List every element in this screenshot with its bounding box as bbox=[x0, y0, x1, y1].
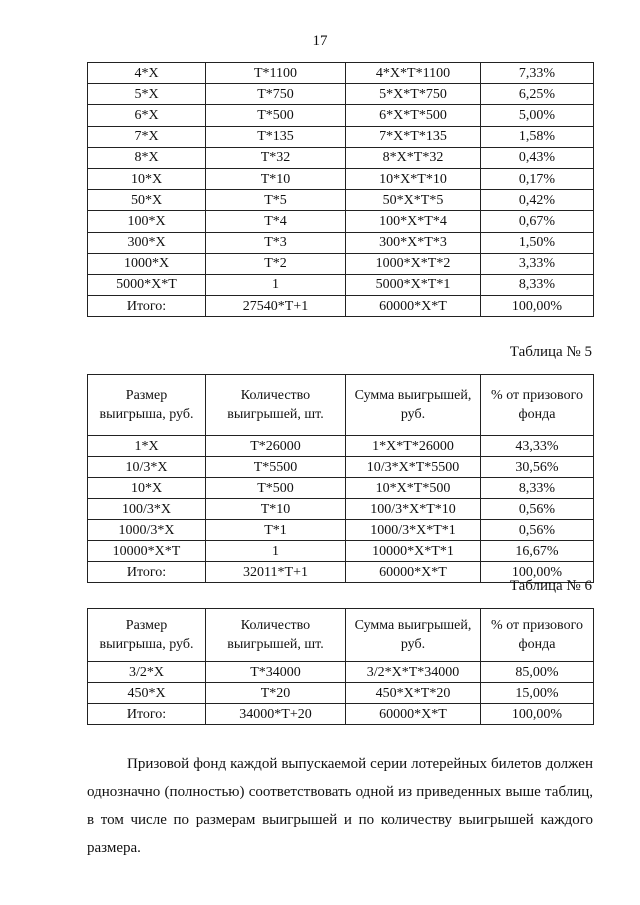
table-header-row bbox=[88, 609, 594, 662]
table-cell: T*10 bbox=[206, 499, 346, 520]
table-cell: 7,33% bbox=[481, 63, 594, 84]
header-cell: Количество выигрышей, шт. bbox=[206, 609, 346, 662]
table-cell: 50*X bbox=[88, 190, 206, 211]
table-6-caption: Таблица № 6 bbox=[509, 578, 592, 594]
header-cell: % от призового фонда bbox=[481, 375, 594, 436]
table-row bbox=[88, 63, 594, 84]
prize-table-6 bbox=[87, 608, 594, 725]
table-cell: 30,56% bbox=[481, 457, 594, 478]
table-cell: T*32 bbox=[206, 147, 346, 168]
table-cell: T*3 bbox=[206, 232, 346, 253]
table-row bbox=[88, 168, 594, 189]
table-cell: T*1100 bbox=[206, 63, 346, 84]
table-cell: T*34000 bbox=[206, 662, 346, 683]
header-cell: Сумма выигрышей, руб. bbox=[346, 375, 481, 436]
table-cell: T*750 bbox=[206, 84, 346, 105]
table-cell: 100*X bbox=[88, 211, 206, 232]
prize-fund-paragraph bbox=[87, 750, 593, 862]
table-cell: 1 bbox=[206, 274, 346, 295]
table-cell: 27540*T+1 bbox=[206, 296, 346, 317]
table-cell: 6,25% bbox=[481, 84, 594, 105]
table-cell: 10*X bbox=[88, 478, 206, 499]
table-cell: 100*X*T*4 bbox=[346, 211, 481, 232]
table-cell: 1000/3*X bbox=[88, 520, 206, 541]
header-cell: Размер выигрыша, руб. bbox=[88, 375, 206, 436]
table-cell: 10000*X*T bbox=[88, 541, 206, 562]
table-row bbox=[88, 662, 594, 683]
header-cell: Количество выигрышей, шт. bbox=[206, 375, 346, 436]
table-cell: 450*X bbox=[88, 683, 206, 704]
table-cell: 7*X bbox=[88, 126, 206, 147]
table-cell: 50*X*T*5 bbox=[346, 190, 481, 211]
table-cell: 7*X*T*135 bbox=[346, 126, 481, 147]
table-cell: 1*X*T*26000 bbox=[346, 436, 481, 457]
table-cell: 300*X*T*3 bbox=[346, 232, 481, 253]
table-row bbox=[88, 253, 594, 274]
table-cell: 1,50% bbox=[481, 232, 594, 253]
prize-table-5 bbox=[87, 374, 594, 583]
table-cell: 100/3*X*T*10 bbox=[346, 499, 481, 520]
table-cell: 60000*X*T bbox=[346, 704, 481, 725]
table-cell: Итого: bbox=[88, 562, 206, 583]
table-cell: T*20 bbox=[206, 683, 346, 704]
table-row bbox=[88, 296, 594, 317]
table-row bbox=[88, 126, 594, 147]
table-row bbox=[88, 84, 594, 105]
page-number: 17 bbox=[312, 33, 328, 49]
header-cell: Сумма выигрышей, руб. bbox=[346, 609, 481, 662]
table-cell: 10*X bbox=[88, 168, 206, 189]
table-cell: T*500 bbox=[206, 105, 346, 126]
table-cell: 8,33% bbox=[481, 274, 594, 295]
table-row bbox=[88, 457, 594, 478]
table-cell: 6*X bbox=[88, 105, 206, 126]
table-cell: 0,17% bbox=[481, 168, 594, 189]
table-cell: 3/2*X*T*34000 bbox=[346, 662, 481, 683]
table-row bbox=[88, 211, 594, 232]
table-cell: 15,00% bbox=[481, 683, 594, 704]
table-cell: 8*X*T*32 bbox=[346, 147, 481, 168]
table-cell: 5*X*T*750 bbox=[346, 84, 481, 105]
table-cell: 0,56% bbox=[481, 499, 594, 520]
table-cell: T*2 bbox=[206, 253, 346, 274]
table-cell: 0,43% bbox=[481, 147, 594, 168]
table-cell: T*5 bbox=[206, 190, 346, 211]
table-cell: T*1 bbox=[206, 520, 346, 541]
table-row bbox=[88, 105, 594, 126]
table-cell: T*5500 bbox=[206, 457, 346, 478]
table-cell: 1*X bbox=[88, 436, 206, 457]
header-cell: % от призового фонда bbox=[481, 609, 594, 662]
table-cell: 10/3*X bbox=[88, 457, 206, 478]
table-cell: 4*X*T*1100 bbox=[346, 63, 481, 84]
table-cell: 1,58% bbox=[481, 126, 594, 147]
table-cell: Итого: bbox=[88, 296, 206, 317]
table-cell: 8*X bbox=[88, 147, 206, 168]
table-cell: 10000*X*T*1 bbox=[346, 541, 481, 562]
table-cell: 300*X bbox=[88, 232, 206, 253]
table-cell: 5*X bbox=[88, 84, 206, 105]
table-cell: 34000*T+20 bbox=[206, 704, 346, 725]
table-cell: 10*X*T*10 bbox=[346, 168, 481, 189]
table-cell: 1000/3*X*T*1 bbox=[346, 520, 481, 541]
table-cell: 4*X bbox=[88, 63, 206, 84]
table-cell: Итого: bbox=[88, 704, 206, 725]
table-cell: 5,00% bbox=[481, 105, 594, 126]
table-row bbox=[88, 541, 594, 562]
table-cell: 0,56% bbox=[481, 520, 594, 541]
table-cell: 43,33% bbox=[481, 436, 594, 457]
table-row bbox=[88, 436, 594, 457]
table-cell: 1000*X bbox=[88, 253, 206, 274]
table-cell: 16,67% bbox=[481, 541, 594, 562]
header-cell: Размер выигрыша, руб. bbox=[88, 609, 206, 662]
table-5-caption: Таблица № 5 bbox=[509, 344, 592, 360]
table-cell: 450*X*T*20 bbox=[346, 683, 481, 704]
table-row bbox=[88, 683, 594, 704]
table-cell: 100,00% bbox=[481, 562, 594, 583]
table-cell: 6*X*T*500 bbox=[346, 105, 481, 126]
table-cell: 1 bbox=[206, 541, 346, 562]
table-cell: 8,33% bbox=[481, 478, 594, 499]
table-cell: 5000*X*T bbox=[88, 274, 206, 295]
table-cell: 85,00% bbox=[481, 662, 594, 683]
table-cell: T*135 bbox=[206, 126, 346, 147]
table-cell: T*10 bbox=[206, 168, 346, 189]
table-row bbox=[88, 478, 594, 499]
table-cell: 3/2*X bbox=[88, 662, 206, 683]
table-cell: 5000*X*T*1 bbox=[346, 274, 481, 295]
table-cell: 100,00% bbox=[481, 704, 594, 725]
table-cell: 60000*X*T bbox=[346, 296, 481, 317]
table-row bbox=[88, 190, 594, 211]
table-cell: 100/3*X bbox=[88, 499, 206, 520]
table-cell: T*26000 bbox=[206, 436, 346, 457]
table-cell: T*500 bbox=[206, 478, 346, 499]
table-cell: 32011*T+1 bbox=[206, 562, 346, 583]
table-row bbox=[88, 704, 594, 725]
prize-table-continued bbox=[87, 62, 594, 317]
table-row bbox=[88, 520, 594, 541]
table-row bbox=[88, 274, 594, 295]
table-cell: 10/3*X*T*5500 bbox=[346, 457, 481, 478]
table-cell: 60000*X*T bbox=[346, 562, 481, 583]
table-row bbox=[88, 147, 594, 168]
table-row bbox=[88, 499, 594, 520]
table-row bbox=[88, 232, 594, 253]
table-cell: 100,00% bbox=[481, 296, 594, 317]
table-cell: 3,33% bbox=[481, 253, 594, 274]
table-cell: T*4 bbox=[206, 211, 346, 232]
table-header-row bbox=[88, 375, 594, 436]
table-cell: 1000*X*T*2 bbox=[346, 253, 481, 274]
table-cell: 0,67% bbox=[481, 211, 594, 232]
table-cell: 0,42% bbox=[481, 190, 594, 211]
paragraph-text: Призовой фонд каждой выпускаемой серии лотерейных билетов должен однозначно (полностью) соответствовать одной из приведенных выше таблиц, в том числе по размерам выигрышей и по количеству выигрышей каждого размера. bbox=[87, 756, 593, 856]
table-cell: 10*X*T*500 bbox=[346, 478, 481, 499]
